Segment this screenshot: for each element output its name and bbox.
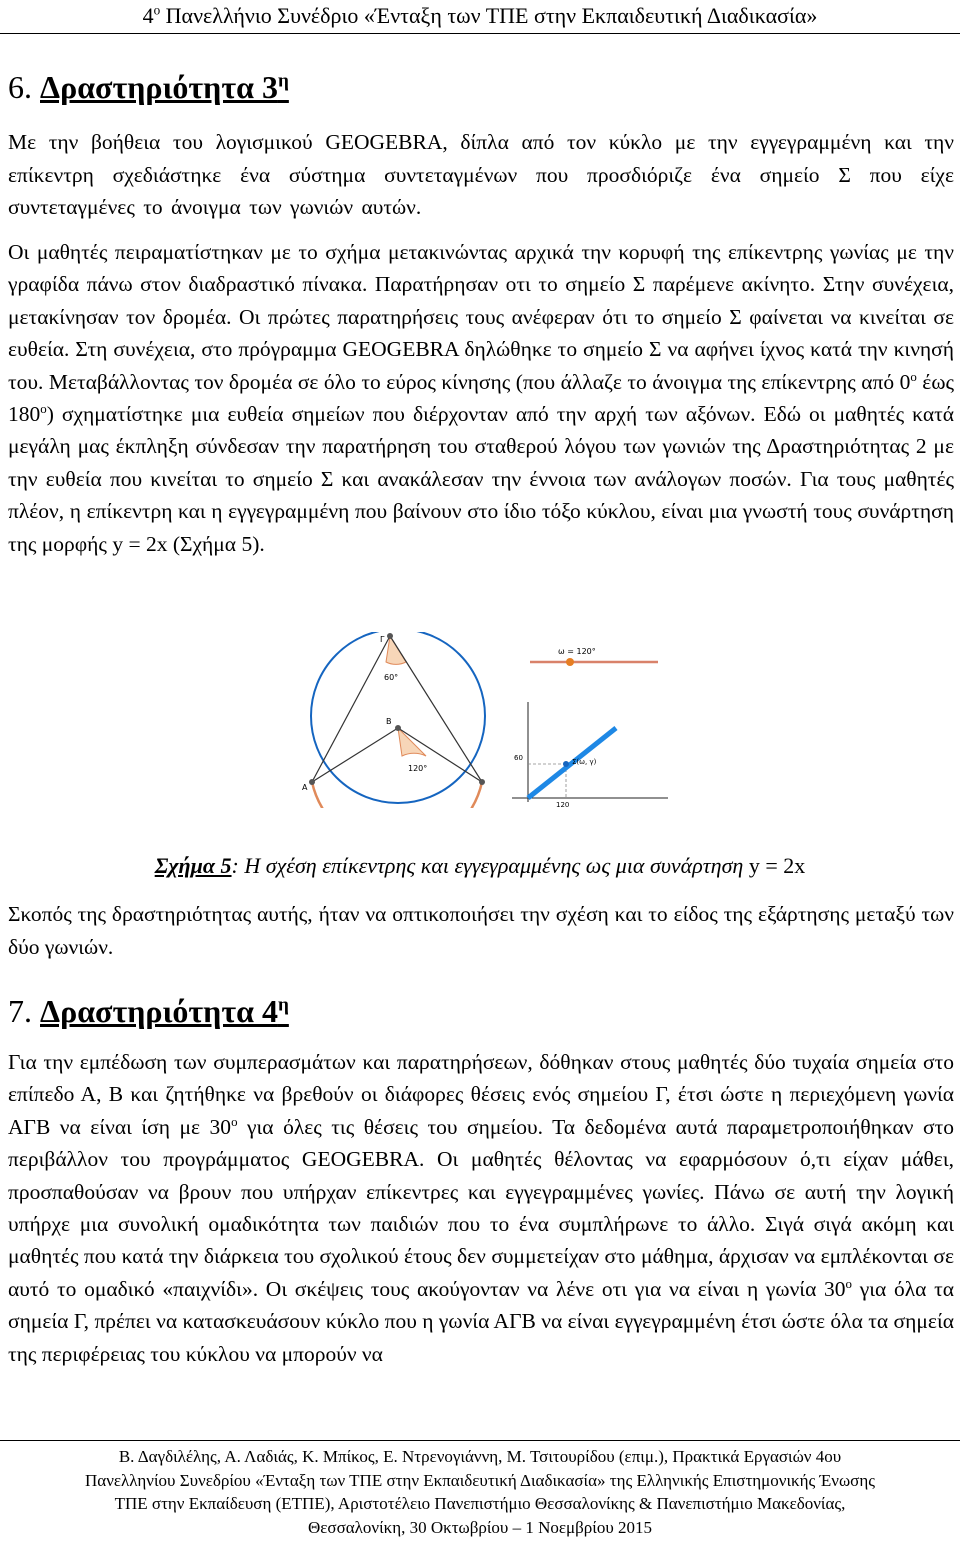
- p2-part-a: Οι μαθητές πειραματίστηκαν με το σχήμα μετακινώντας αρχικά την κορυφή της επίκεντρης γωνίας με την γραφίδα πάνω στον διαδραστικό πίνακα. Παρατήρησαν οτι το σημείο Σ παρέμενε ακίνητο. Στην συνέχεια, μετακίνησαν τον δρομέα. Οι πρώτες παρατηρήσεις τους ανέφεραν ότι το σημείο Σ φαίνεται να κινείται σε ευθεία. Στη συνέχεια, στο πρόγραμμα GEOGEBRA δηλώθηκε το σημείο Σ να αφήνει ίχνος κατά την κινησή του. Μεταβάλλοντας τον δρομέα σε όλο το εύρος κίνησης (που άλλαζε το άνοιγμα της επίκεντρης από 0: [8, 240, 954, 394]
- inscribed-angle-wedge: [386, 636, 406, 664]
- point-sigma: [563, 761, 569, 767]
- section-7-paragraph-1: [8, 1046, 954, 1370]
- footer-rule: [0, 1440, 960, 1441]
- label-a: A: [302, 783, 308, 792]
- p2-part-b: έως 180: [8, 369, 954, 427]
- label-120: 120°: [408, 764, 428, 773]
- geogebra-figure: [298, 632, 670, 808]
- header-text: Πανελλήνιο Συνέδριο «Ένταξη των ΤΠΕ στην Εκπαιδευτική Διαδικασία»: [160, 3, 818, 28]
- section-6-paragraph-1: Με την βοήθεια του λογισμικού GEOGEBRA, δίπλα από τον κύκλο με την εγγεγραμμένη και την επίκεντρη σχεδιάστηκε ένα σύστημα συντεταγμένων που προσδιόριζε ένα σημείο Σ που είχε συντεταγμένες το άνοιγμα των γωνιών αυτών.: [8, 130, 954, 219]
- section-6-heading: [8, 68, 289, 106]
- chord-gamma-c: [390, 636, 482, 782]
- chord-gamma-a: [312, 636, 390, 782]
- footer-line-3: ΤΠΕ στην Εκπαίδευση (ΕΤΠΕ), Αριστοτέλειο Πανεπιστήμιο Θεσσαλονίκης & Πανεπιστήμιο Μακεδονίας,: [114, 1494, 846, 1513]
- header-sup: ο: [153, 2, 161, 18]
- section-6-title-text: Δραστηριότητα 3: [40, 69, 278, 105]
- section-6-number: 6.: [8, 69, 40, 105]
- point-a: [309, 779, 315, 785]
- label-60: 60°: [384, 673, 399, 682]
- section-6-paragraph-3: Σκοπός της δραστηριότητας αυτής, ήταν να οπτικοποιήσει την σχέση και το είδος της εξάρτησης μεταξύ των δύο γωνιών.: [8, 902, 954, 959]
- s7-part-c: για όλα τα σημεία Γ, πρέπει να κατασκευάσουν κύκλο που η γωνία ΑΓΒ να είναι εγγεγραμμένη έτσι ώστε όλα τα σημεία της περιφέρειας του κύκλου να μπορούν να: [8, 1276, 954, 1366]
- label-b: B: [386, 717, 392, 726]
- section-6-title: [40, 69, 289, 105]
- label-sigma: Σ(ω, γ): [572, 758, 597, 766]
- caption-colon: :: [231, 853, 245, 878]
- s7-sup-1: ο: [231, 1114, 238, 1129]
- s7-part-b: για όλες τις θέσεις του σημείου. Τα δεδομένα αυτά παραμετροποιήθηκαν στο περιβάλλον του προγράμματος GEOGEBRA. Οι μαθητές θέλοντας να εφαρμόσουν ό,τι είχαν μάθει, προσπαθούσαν να βρουν που υπήρχαν επίκεντρες και εγγεγραμμένες γωνίες. Πάνω σε αυτή την λογική υπήρχε μια συνολική ομαδικότητα των παιδιών που το ένα συμπλήρωνε το άλλο. Σιγά σιγά ακόμη και μαθητές που κατά την διάρκεια του σχολικού έτους δεν συμμετείχαν στο μάθημα, άρχισαν να εμπλέκονται σε αυτό το ομαδικό «παιχνίδι». Οι σκέψεις τους ακούγονταν να λένε οτι για να είναι η γωνία 30: [8, 1114, 954, 1301]
- footer-line-1: Β. Δαγδιλέλης, Α. Λαδιάς, Κ. Μπίκος, Ε. Ντρενογιάννη, Μ. Τσιτουρίδου (επιμ.), Πρακτικά Εργασιών 4ου: [118, 1447, 842, 1466]
- label-x120: 120: [556, 801, 570, 808]
- section-7-title: [40, 993, 289, 1029]
- caption-formula: y = 2x: [743, 853, 806, 878]
- label-slider: ω = 120°: [558, 647, 596, 656]
- p2-sup-1: ο: [910, 369, 917, 384]
- section-7-title-text: Δραστηριότητα 4: [40, 993, 278, 1029]
- p2-sup-2: ο: [40, 401, 47, 416]
- point-gamma: [387, 633, 393, 639]
- arc-ab: [312, 782, 482, 808]
- section-6-paragraph-2: [8, 236, 954, 560]
- slider-knob: [566, 658, 574, 666]
- label-gamma: Γ: [380, 635, 385, 644]
- section-7-number: 7.: [8, 993, 40, 1029]
- p2-part-c: ) σχηματίστηκε μια ευθεία σημείων που διέρχονταν από την αρχή των αξόνων. Εδώ οι μαθητές κατά μεγάλη μας έκπληξη σύνδεσαν την παρατήρηση του σταθερού λόγου των γωνιών της Δραστηριότητας 2 με την ευθεία που κινείται το σημείο Σ και ανακάλεσαν την έννοια των ανάλογων ποσών. Για τους μαθητές πλέον, η επίκεντρη και η εγγεγραμμένη που βαίνουν στο ίδιο τόξο κύκλου, είναι μια γνωστή τους συνάρτηση της μορφής y = 2x (Σχήμα 5).: [8, 402, 954, 556]
- figure-caption: [0, 852, 960, 880]
- radius-a: [312, 728, 398, 782]
- point-b: [395, 725, 401, 731]
- footer-line-4: Θεσσαλονίκη, 30 Οκτωβρίου – 1 Νοεμβρίου 2015: [307, 1517, 652, 1537]
- header-number: 4: [142, 3, 154, 28]
- section-6-title-sup: η: [277, 70, 289, 92]
- footer-line-2: Πανελληνίου Συνεδρίου «Ένταξη των ΤΠΕ στην Εκπαιδευτική Διαδικασία» της Ελληνικής Επιστημονικής Ένωσης: [85, 1470, 875, 1490]
- running-header: [0, 2, 960, 30]
- radius-c: [398, 728, 482, 782]
- point-c: [479, 779, 485, 785]
- caption-label: Σχήμα 5: [154, 853, 232, 878]
- section-7-title-sup: η: [277, 994, 289, 1016]
- s7-part-a: Για την εμπέδωση των συμπερασμάτων και παρατηρήσεων, δόθηκαν στους μαθητές δύο τυχαία σημεία στο επίπεδο Α, Β και ζητήθηκε να βρεθούν οι διάφορες θέσεις ενός σημείου Γ, έτσι ώστε η περιεχόμενη γωνία ΑΓΒ να είναι ίση με 30: [8, 1050, 954, 1139]
- section-7-heading: [8, 992, 289, 1030]
- central-angle-sector: [398, 728, 426, 756]
- header-rule: [0, 33, 960, 34]
- footer: [0, 1445, 960, 1539]
- s7-sup-2: ο: [845, 1276, 852, 1291]
- caption-italic: Η σχέση επίκεντρης και εγγεγραμμένης ως μια συνάρτηση: [244, 853, 744, 878]
- label-y60: 60: [514, 754, 523, 762]
